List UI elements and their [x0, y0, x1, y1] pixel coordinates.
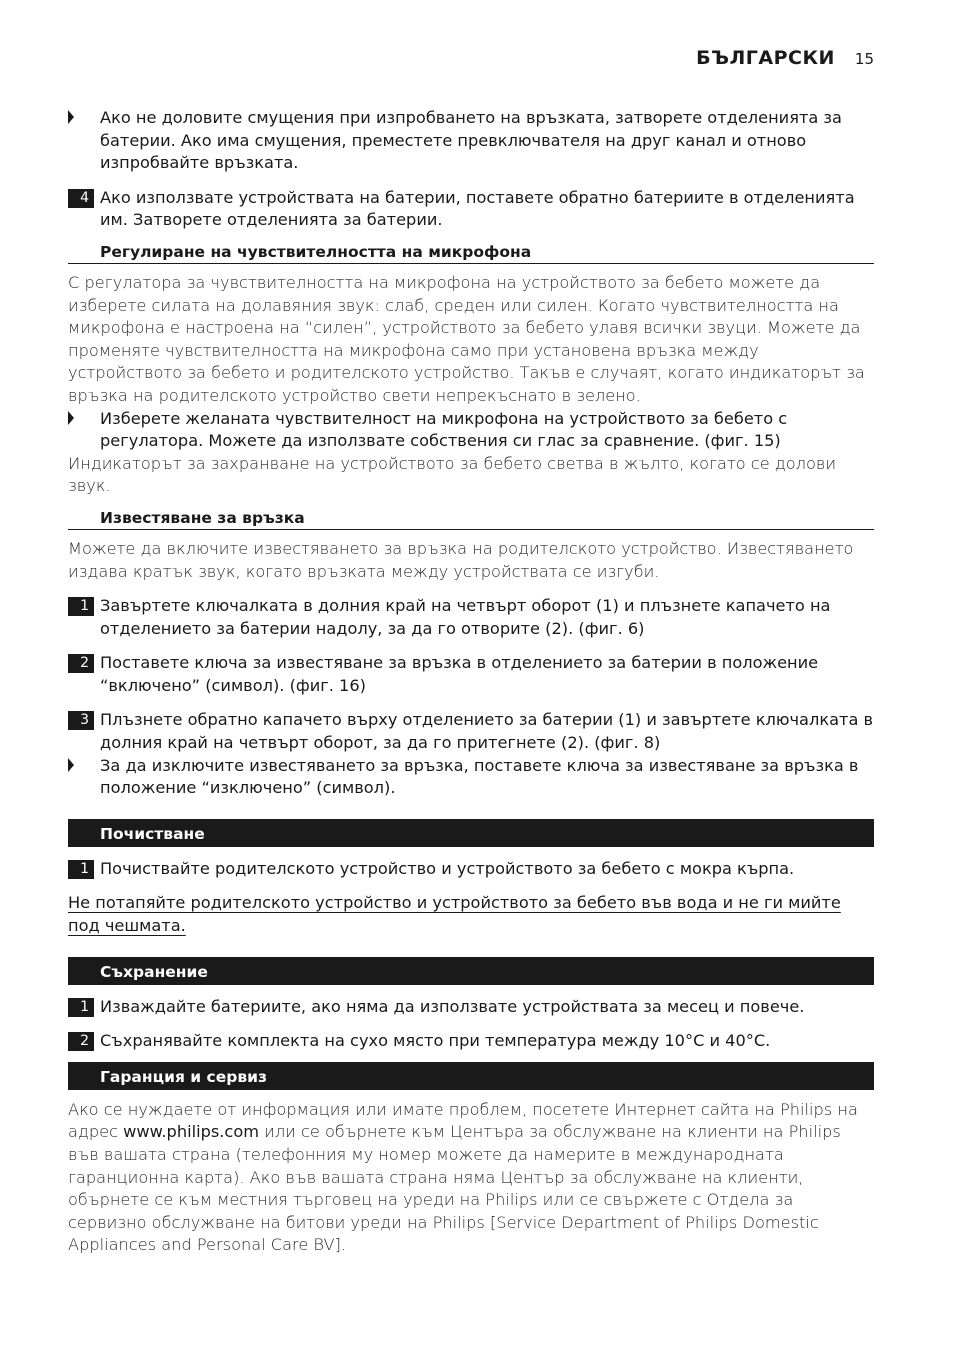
paragraph: С регулатора за чувствителността на микрофона на устройството за бебето можете да изберете силата на долавяния звук: слаб, среден или силен. Когато чувствителността на микрофона е настроена на “силен”, устройството за бебето улавя всички звуци. Можете да променяте чувствителността на микрофона само при установена връзка между устройството за бебето и родителското устройство. Такъв е случаят, когато индикаторът за връзка на родителското устройство свети непрекъснато в зелено.	[68, 272, 865, 405]
page-content	[68, 107, 874, 1257]
bullet-item	[68, 755, 874, 800]
bullet-item	[68, 107, 874, 175]
step-number-badge: 3	[68, 711, 94, 730]
paragraph: Можете да включите известяването за връзка на родителското устройство. Известяването издава кратък звук, когато връзката между устройствата се изгуби.	[68, 538, 854, 581]
step-item	[68, 187, 874, 232]
step-item	[68, 709, 874, 754]
step-number-badge: 1	[68, 597, 94, 616]
step-text: Завъртете ключалката в долния край на четвърт оборот (1) и плъзнете капачето на отделението за батерии надолу, за да го отворите (2). (фиг. 6)	[100, 596, 831, 638]
section-heading-storage: Съхранение	[68, 957, 874, 985]
paragraph-text: Ако се нуждаете от информация или имате проблем, посетете Интернет сайта на Philips на адрес	[68, 1099, 858, 1142]
step-item	[68, 595, 874, 640]
section-heading-guarantee: Гаранция и сервиз	[68, 1062, 874, 1090]
step-item	[68, 996, 874, 1019]
warning-text: Не потапяйте родителското устройство и устройството за бебето във вода и не ги мийте под чешмата.	[68, 893, 841, 936]
section-heading-cleaning: Почистване	[68, 819, 874, 847]
bullet-item	[68, 408, 874, 453]
step-text: Изваждайте батериите, ако няма да използвате устройствата за месец и повече.	[100, 996, 805, 1016]
step-text: Ако използвате устройствата на батерии, поставете обратно батериите в отделенията им. Затворете отделенията за батерии.	[100, 187, 855, 230]
step-text: Съхранявайте комплекта на сухо място при температура между 10°C и 40°C.	[100, 1031, 771, 1051]
paragraph	[68, 1099, 874, 1257]
step-number-badge: 2	[68, 1032, 94, 1051]
bullet-text: Ако не доловите смущения при изпробването на връзката, затворете отделенията за батерии. Ако има смущения, преместете превключвателя на друг канал и отново изпробвайте връзката.	[100, 108, 842, 173]
section-heading-microphone: Регулиране на чувствителността на микрофона	[68, 241, 874, 264]
page-header	[696, 47, 874, 75]
step-number-badge: 2	[68, 654, 94, 673]
page-number: 15	[854, 50, 874, 68]
step-text: Почиствайте родителското устройство и устройството за бебето с мокра кърпа.	[100, 858, 795, 878]
section-heading-alert: Известяване за връзка	[68, 507, 874, 530]
bullet-text: Изберете желаната чувствителност на микрофона на устройството за бебето с регулатора. Можете да използвате собствения си глас за сравнение. (фиг. 15)	[100, 408, 788, 451]
paragraph-text: или се обърнете към Центъра за обслужване на клиенти на Philips във вашата страна (телефонния му номер можете да намерите в международната гаранционна карта). Ако във вашата страна няма Център за обслужване на клиенти, обърнете се към местния търговец на уреди на Philips или се свържете с Отдела за сервизно обслужване на битови уреди на Philips [Service Department of Philips Domestic Appliances and Personal Care BV].	[68, 1122, 841, 1255]
language-title: БЪЛГАРСКИ	[696, 47, 835, 69]
bullet-icon	[68, 411, 74, 425]
bullet-icon	[68, 758, 74, 772]
website-link[interactable]: www.philips.com	[123, 1122, 260, 1142]
step-number-badge: 1	[68, 998, 94, 1017]
step-number-badge: 4	[68, 189, 94, 208]
step-number-badge: 1	[68, 860, 94, 879]
step-item	[68, 652, 874, 697]
step-item	[68, 1030, 874, 1053]
note-text: Индикаторът за захранване на устройството за бебето светва в жълто, когато се долови звук.	[68, 453, 837, 496]
step-text: Плъзнете обратно капачето върху отделението за батерии (1) и завъртете ключалката в долния край на четвърт оборот, за да го притегнете (2). (фиг. 8)	[100, 710, 874, 753]
bullet-text: За да изключите известяването за връзка, поставете ключа за известяване за връзка в положение “изключено” (символ).	[100, 755, 859, 798]
step-text: Поставете ключа за известяване за връзка в отделението за батерии в положение “включено” (символ). (фиг. 16)	[100, 653, 819, 695]
step-item	[68, 858, 874, 881]
bullet-icon	[68, 110, 74, 124]
